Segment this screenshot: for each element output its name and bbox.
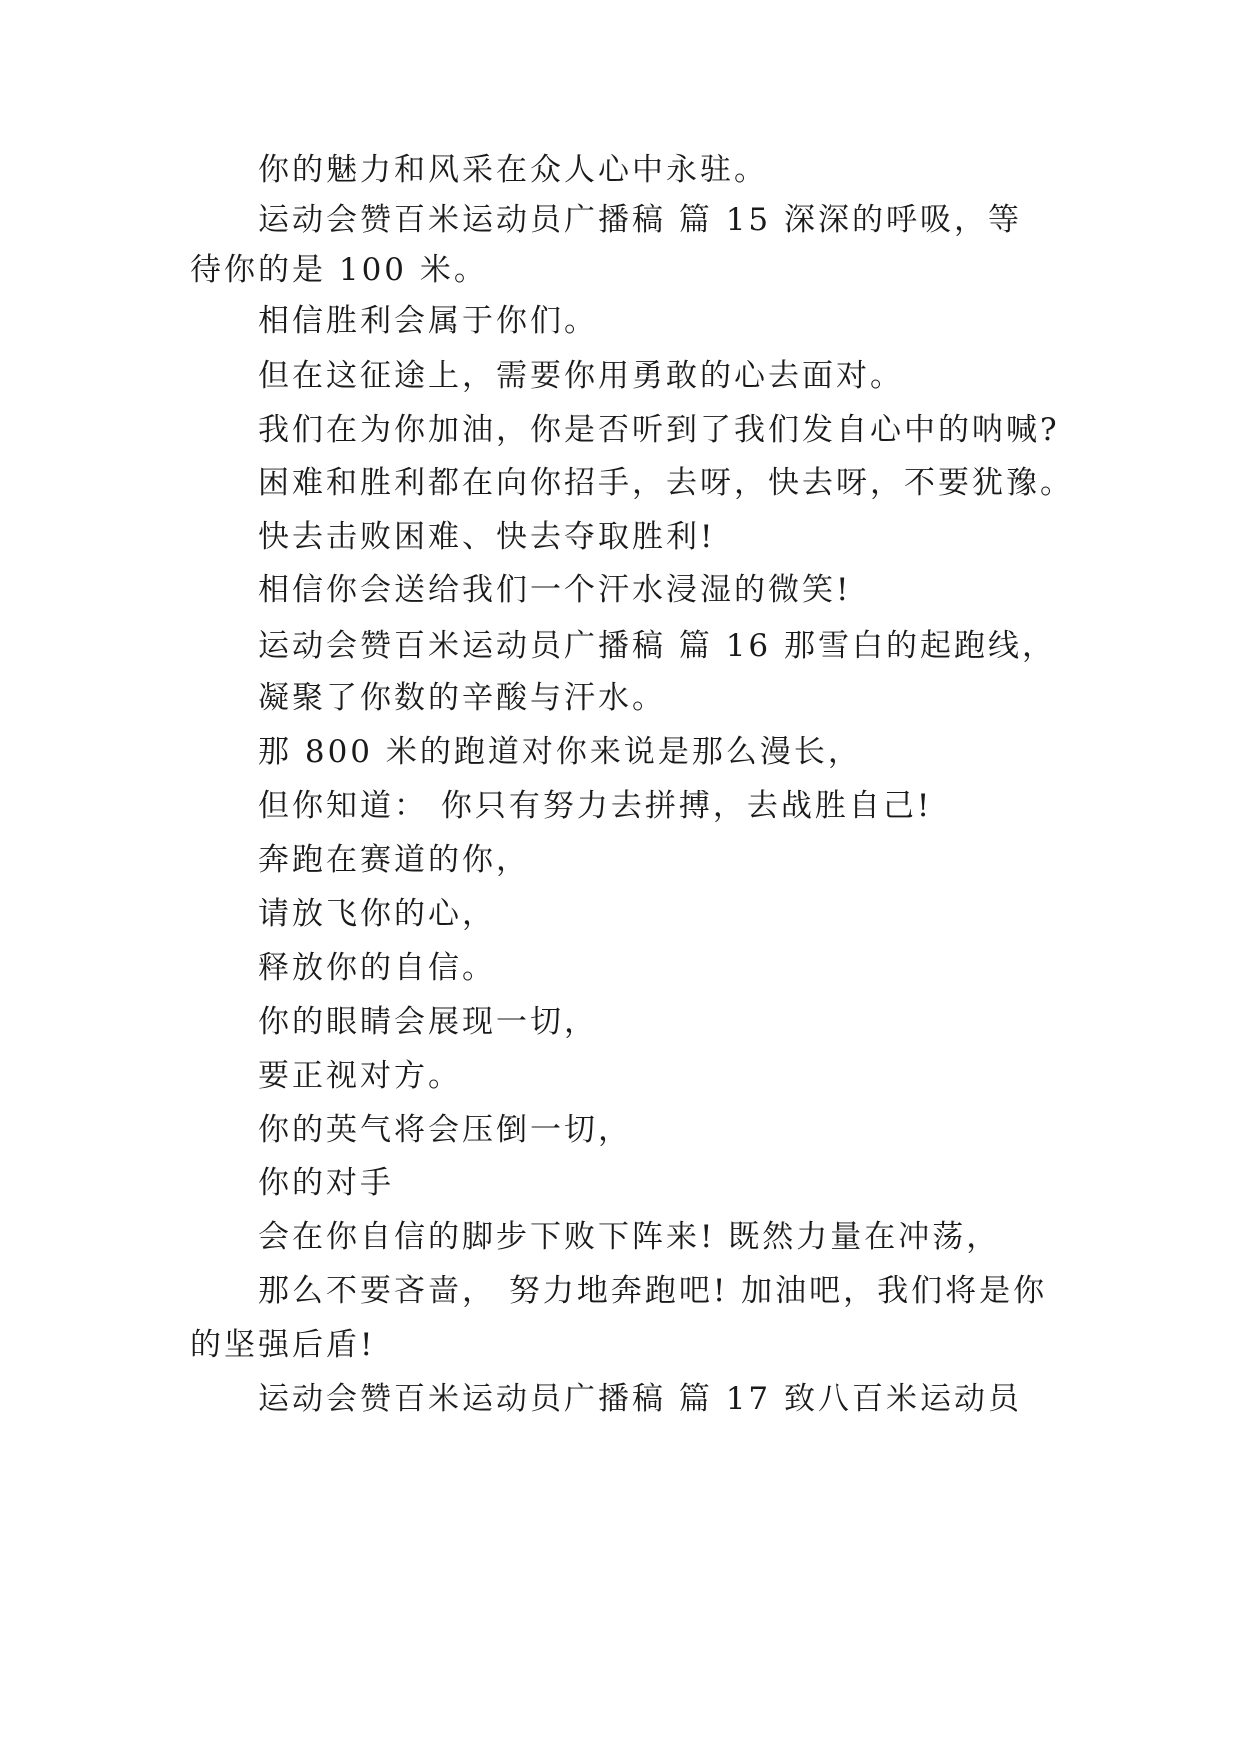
- text-line: 相信胜利会属于你们。: [258, 303, 598, 339]
- text-line: 那 800 米的跑道对你来说是那么漫长，: [258, 734, 862, 770]
- text-line: 请放飞你的心，: [258, 896, 496, 932]
- text-line: 要正视对方。: [258, 1058, 462, 1094]
- text-line: 待你的是 100 米。: [190, 252, 488, 288]
- text-line: 那么不要吝啬， 努力地奔跑吧! 加油吧，我们将是你: [258, 1273, 1048, 1309]
- text-line: 但你知道： 你只有努力去拼搏，去战胜自己!: [258, 788, 933, 824]
- text-line: 释放你的自信。: [258, 950, 496, 986]
- section-heading-line: 运动会赞百米运动员广播稿 篇 15 深深的呼吸，等: [258, 202, 1023, 238]
- text-line: 你的英气将会压倒一切，: [258, 1112, 632, 1148]
- text-line: 奔跑在赛道的你，: [258, 842, 530, 878]
- text-line: 你的对手: [258, 1165, 394, 1201]
- text-line: 凝聚了你数的辛酸与汗水。: [258, 680, 666, 716]
- text-line: 我们在为你加油，你是否听到了我们发自心中的呐喊?: [258, 412, 1060, 448]
- text-line: 你的魅力和风采在众人心中永驻。: [258, 152, 768, 188]
- section-heading-line: 运动会赞百米运动员广播稿 篇 17 致八百米运动员: [258, 1381, 1023, 1417]
- text-line: 但在这征途上，需要你用勇敢的心去面对。: [258, 358, 904, 394]
- text-line: 困难和胜利都在向你招手，去呀，快去呀，不要犹豫。: [258, 465, 1074, 501]
- text-line: 会在你自信的脚步下败下阵来! 既然力量在冲荡，: [258, 1219, 1001, 1255]
- text-line: 你的眼睛会展现一切，: [258, 1004, 598, 1040]
- text-line: 快去击败困难、快去夺取胜利!: [258, 519, 716, 555]
- text-line: 相信你会送给我们一个汗水浸湿的微笑!: [258, 572, 852, 608]
- text-line: 的坚强后盾!: [190, 1327, 376, 1363]
- section-heading-line: 运动会赞百米运动员广播稿 篇 16 那雪白的起跑线，: [258, 628, 1057, 664]
